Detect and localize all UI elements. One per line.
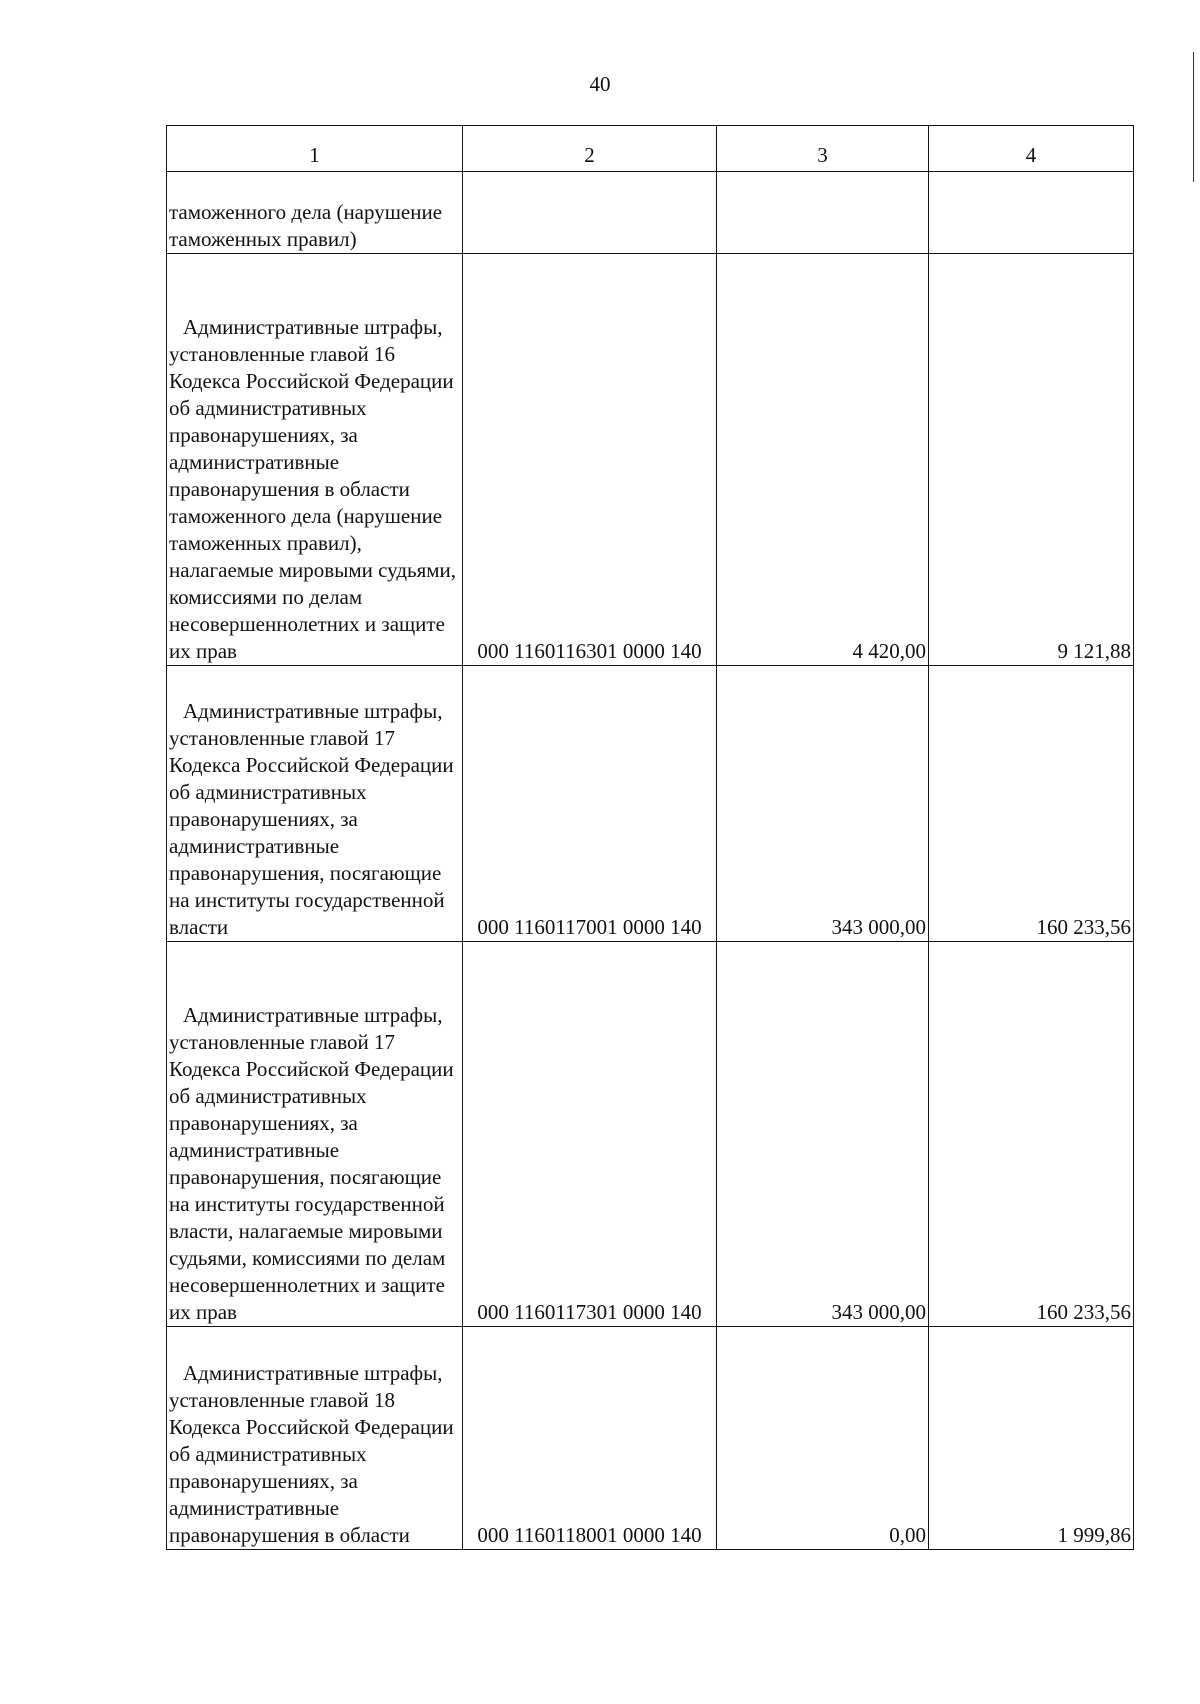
header-cell-1: 1: [167, 126, 463, 172]
description-text: Административные штрафы, установленные главой 18 Кодекса Российской Федерации об административных правонарушениях, за административные правонарушения в области: [169, 1361, 454, 1547]
value-cell-3: 343 000,00: [717, 942, 929, 1327]
value-cell-4: 9 121,88: [929, 254, 1134, 666]
description-cell: [167, 1327, 463, 1550]
value-cell-4: 160 233,56: [929, 666, 1134, 942]
code-cell: 000 1160116301 0000 140: [463, 254, 717, 666]
scan-edge-line: [1193, 52, 1194, 182]
page-number: 40: [589, 72, 611, 96]
value-cell-3: 0,00: [717, 1327, 929, 1550]
code-cell: 000 1160118001 0000 140: [463, 1327, 717, 1550]
table-row-continuation: [167, 172, 1134, 254]
code-cell: [463, 172, 717, 254]
header-cell-4: 4: [929, 126, 1134, 172]
description-cell: таможенного дела (нарушение таможенных правил): [167, 172, 463, 254]
value-cell-4: [929, 172, 1134, 254]
table-row: [167, 254, 1134, 666]
description-cell: [167, 666, 463, 942]
header-row: [167, 126, 1134, 172]
table-row: [167, 666, 1134, 942]
code-cell: 000 1160117001 0000 140: [463, 666, 717, 942]
description-text: Административные штрафы, установленные главой 16 Кодекса Российской Федерации об административных правонарушениях, за административные правонарушения в области таможенного дела (нарушение таможенных правил), налагаемые мировыми судьями, комиссиями по делам несовершеннолетних и защите их прав: [169, 315, 457, 663]
value-cell-3: [717, 172, 929, 254]
value-cell-4: 160 233,56: [929, 942, 1134, 1327]
description-cell: [167, 254, 463, 666]
header-cell-3: 3: [717, 126, 929, 172]
table-row: [167, 1327, 1134, 1550]
table-row: [167, 942, 1134, 1327]
revenue-table: [166, 125, 1134, 1550]
value-cell-3: 343 000,00: [717, 666, 929, 942]
value-cell-3: 4 420,00: [717, 254, 929, 666]
description-text: Административные штрафы, установленные главой 17 Кодекса Российской Федерации об административных правонарушениях, за административные правонарушения, посягающие на институты государственной власти: [169, 699, 454, 939]
header-cell-2: 2: [463, 126, 717, 172]
description-cell: [167, 942, 463, 1327]
value-cell-4: 1 999,86: [929, 1327, 1134, 1550]
description-text: Административные штрафы, установленные главой 17 Кодекса Российской Федерации об административных правонарушениях, за административные правонарушения, посягающие на институты государственной власти, налагаемые мировыми судьями, комиссиями по делам несовершеннолетних и защите их прав: [169, 1003, 454, 1324]
code-cell: 000 1160117301 0000 140: [463, 942, 717, 1327]
